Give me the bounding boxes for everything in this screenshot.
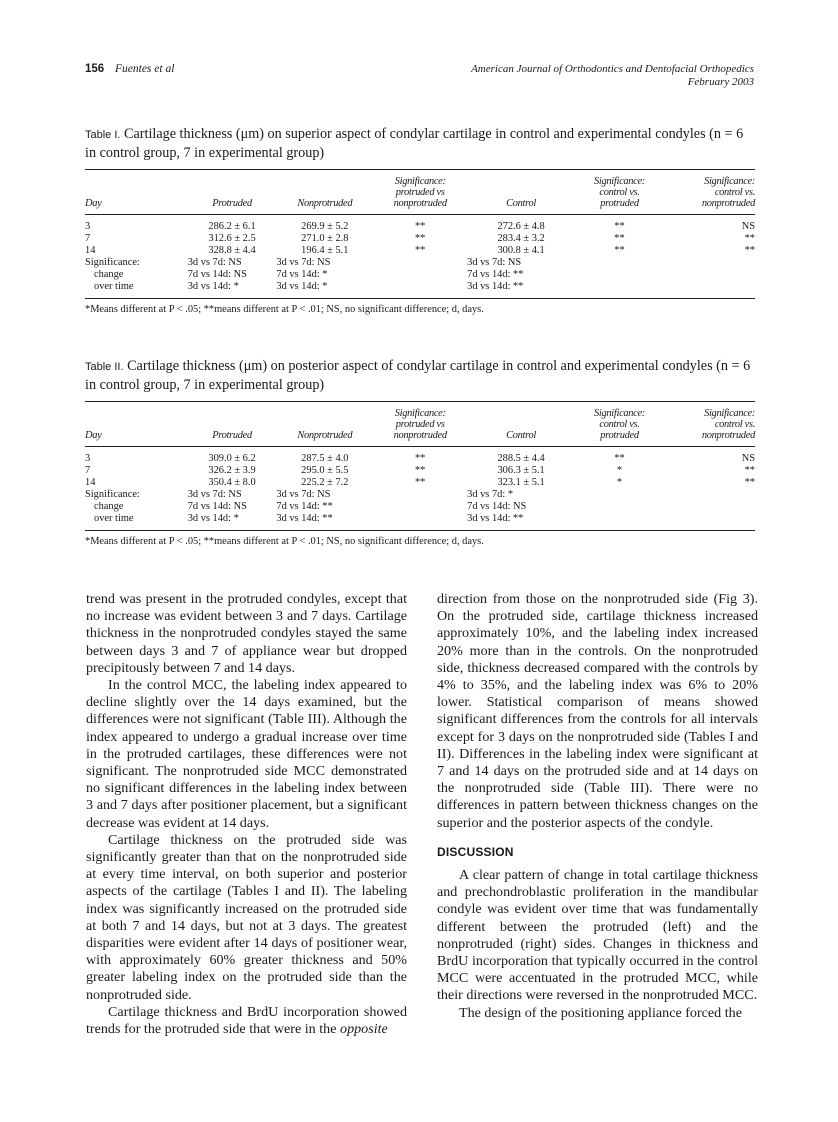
page-number: 156 (85, 63, 105, 75)
cell-sig: ** (414, 465, 426, 476)
cell-protruded: 3d vs 14d: * (188, 513, 277, 531)
table-row (85, 215, 755, 234)
cell-nonprotruded: 3d vs 7d: NS (276, 257, 331, 268)
journal-info (471, 63, 754, 89)
table-2-label: Table II. (85, 361, 124, 373)
cell-nonprotruded: 7d vs 14d: * (276, 269, 328, 280)
cell-nonprotruded: 295.0 ± 5.5 (301, 465, 349, 476)
cell-protruded: 326.2 ± 3.9 (208, 465, 256, 476)
table-2 (85, 357, 755, 547)
cell-sig: ** (614, 245, 625, 256)
table-1-caption-text: Cartilage thickness (μm) on superior aspect of condylar cartilage in control and experimental condyles (n = 6 in control group, 7 in experimental group) (85, 126, 744, 161)
cell-sig: ** (414, 477, 426, 488)
cell-control: 3d vs 14d: ** (467, 513, 575, 531)
col-nonprotruded: Nonprotruded (276, 402, 373, 447)
cell-control: 3d vs 14d: ** (467, 281, 575, 299)
paragraph: trend was present in the protruded condyles, except that no increase was evident between 3 and 7 days. Cartilage thickness in the nonprotruded condyles stayed the same between days 3 and 7 of appliance wear but dropped precipitously between 7 and 14 days. (86, 591, 407, 676)
table-1 (85, 125, 755, 315)
emphasis: opposite (340, 1021, 388, 1038)
cell-sig: ** (414, 221, 426, 232)
change-row (85, 501, 755, 513)
cell-day: 14 (85, 477, 96, 488)
cell-sig: ** (744, 245, 755, 256)
cell-nonprotruded: 3d vs 7d: NS (276, 489, 331, 500)
col-sig-ctl-vs-pro: Significance: control vs. protruded (575, 402, 664, 447)
col-sig-ctl-vs-pro: Significance: control vs. protruded (575, 170, 664, 215)
paragraph: In the control MCC, the labeling index appeared to decline slightly over the 14 days examined, but the differences were not significant (Table III). Although the index appeared to undergo a gradual increase over time in the protruded cartilages, these differences were not significant. The nonprotruded side MCC demonstrated no significant differences in the labeling index between 3 and 7 days after positioner placement, but a significant decrease was evident at 14 days. (86, 677, 407, 831)
col-sig-pro-vs-non: Significance: protruded vs nonprotruded (373, 402, 467, 447)
cell-control: 3d vs 7d: NS (467, 257, 522, 268)
table-2-grid (85, 401, 755, 531)
change-row (85, 513, 755, 531)
cell-day: 7 (85, 465, 91, 476)
cell-nonprotruded: 225.2 ± 7.2 (301, 477, 349, 488)
cell-control: 306.3 ± 5.1 (497, 465, 545, 476)
table-header-row (85, 402, 755, 447)
table-row (85, 245, 755, 257)
cell-sig: ** (744, 465, 755, 476)
cell-day: 3 (85, 221, 91, 232)
table-row (85, 233, 755, 245)
col-day: Day (85, 402, 188, 447)
cell-protruded: 312.6 ± 2.5 (208, 233, 256, 244)
cell-day: 7 (85, 233, 91, 244)
cell-sig: ** (614, 233, 625, 244)
col-nonprotruded: Nonprotruded (276, 170, 373, 215)
col-sig-ctl-vs-non: Significance: control vs. nonprotruded (664, 170, 755, 215)
cell-protruded: 7d vs 14d: NS (187, 501, 247, 512)
cell-control: 323.1 ± 5.1 (497, 477, 545, 488)
col-day: Day (85, 170, 188, 215)
cell-sig: ** (614, 221, 625, 232)
cell-sig: NS (741, 221, 755, 232)
table-1-grid (85, 169, 755, 299)
table-row (85, 447, 755, 466)
journal-title: American Journal of Orthodontics and Dentofacial Orthopedics (471, 63, 754, 75)
issue-date: February 2003 (687, 76, 754, 88)
table-2-caption (85, 357, 755, 394)
paragraph: Cartilage thickness on the protruded side was significantly greater than that on the nonprotruded side at every time interval, on both superior and posterior aspects of the cartilage (Tables I and II). The labeling index was significantly increased on the protruded side at both 7 and 14 days, but not at 3 days. The greatest disparities were evident after 14 days of positioner wear, with approximately 60% greater thickness and 50% greater labeling index on the protruded side than the nonprotruded side. (86, 831, 407, 1003)
table-header-row (85, 170, 755, 215)
paragraph: Cartilage thickness and BrdU incorporation showed trends for the protruded side that were in the opposite (86, 1003, 407, 1038)
cell-sig: ** (744, 233, 755, 244)
cell-protruded: 328.8 ± 4.4 (208, 245, 256, 256)
col-sig-ctl-vs-non: Significance: control vs. nonprotruded (664, 402, 755, 447)
cell-protruded: 3d vs 14d: * (188, 281, 277, 299)
cell-label: over time (85, 513, 188, 531)
cell-nonprotruded: 7d vs 14d: ** (276, 501, 333, 512)
col-sig-pro-vs-non: Significance: protruded vs nonprotruded (373, 170, 467, 215)
cell-nonprotruded: 271.0 ± 2.8 (301, 233, 349, 244)
cell-label: Significance: (85, 257, 140, 268)
cell-nonprotruded: 269.9 ± 5.2 (301, 221, 349, 232)
cell-control: 3d vs 7d: * (467, 489, 514, 500)
cell-nonprotruded: 3d vs 14d: * (276, 281, 373, 299)
cell-day: 14 (85, 245, 96, 256)
cell-protruded: 3d vs 7d: NS (187, 489, 242, 500)
cell-sig: ** (414, 245, 426, 256)
cell-sig: ** (414, 453, 426, 464)
paragraph: The design of the positioning appliance forced the (459, 1004, 742, 1021)
cell-protruded: 7d vs 14d: NS (187, 269, 247, 280)
cell-sig: ** (414, 233, 426, 244)
cell-protruded: 3d vs 7d: NS (187, 257, 242, 268)
cell-protruded: 309.0 ± 6.2 (208, 453, 256, 464)
cell-sig: * (616, 465, 623, 476)
cell-label: change (94, 501, 124, 512)
col-control: Control (467, 402, 575, 447)
table-2-footnote: *Means different at P < .05; **means different at P < .01; NS, no significant difference; d, days. (85, 536, 484, 547)
body-column-right (437, 591, 758, 1022)
cell-sig: * (616, 477, 623, 488)
change-row (85, 281, 755, 299)
paragraph: direction from those on the nonprotruded side (Fig 3). On the protruded side, cartilage thickness increased approximately 10%, and the labeling index increased 20% more than in the controls. On the nonprotruded side, thickness decreased compared with the controls by 4% to 35%, and the labeling index was 6% to 20% lower. Statistical comparison of means showed significant differences from the controls for all intervals except for 3 days on the nonprotruded side (Tables I and II). Differences in the labeling index were significant at 7 and 14 days on the protruded side and at 14 days on the nonprotruded side (Table III). There were no differences in pattern between thickness changes on the superior and the posterior aspects of the condyle. (437, 591, 758, 831)
col-protruded: Protruded (188, 402, 277, 447)
cell-sig: NS (741, 453, 755, 464)
table-1-footnote: *Means different at P < .05; **means different at P < .01; NS, no significant difference; d, days. (85, 304, 484, 315)
cell-control: 300.8 ± 4.1 (497, 245, 545, 256)
change-row (85, 269, 755, 281)
cell-protruded: 350.4 ± 8.0 (208, 477, 256, 488)
cell-nonprotruded: 287.5 ± 4.0 (301, 453, 349, 464)
section-heading-discussion: DISCUSSION (437, 844, 514, 859)
paragraph: A clear pattern of change in total cartilage thickness and prechondroblastic proliferation in the mandibular condyle was evident over time that was fundamentally different between the protruded (left) and the nonprotruded (right) sides. Changes in thickness and BrdU incorporation that typically occurred in the control MCC were accentuated in the protruded MCC, while their directions were reversed in the nonprotruded MCC. (437, 867, 758, 1004)
page-header (85, 63, 754, 93)
cell-control: 7d vs 14d: ** (467, 269, 524, 280)
table-1-caption (85, 125, 755, 162)
cell-sig: ** (614, 453, 625, 464)
table-1-label: Table I. (85, 129, 121, 141)
change-row (85, 489, 755, 501)
table-row (85, 465, 755, 477)
cell-control: 272.6 ± 4.8 (497, 221, 545, 232)
col-control: Control (467, 170, 575, 215)
table-row (85, 477, 755, 489)
change-row (85, 257, 755, 269)
cell-label: change (94, 269, 124, 280)
cell-control: 288.5 ± 4.4 (497, 453, 545, 464)
cell-sig: ** (744, 477, 755, 488)
cell-nonprotruded: 196.4 ± 5.1 (301, 245, 349, 256)
cell-protruded: 286.2 ± 6.1 (208, 221, 256, 232)
cell-day: 3 (85, 453, 91, 464)
cell-label: Significance: (85, 489, 140, 500)
cell-nonprotruded: 3d vs 14d: ** (276, 513, 373, 531)
col-protruded: Protruded (188, 170, 277, 215)
body-column-left (86, 591, 407, 1038)
cell-label: over time (85, 281, 188, 299)
table-2-caption-text: Cartilage thickness (μm) on posterior aspect of condylar cartilage in control and experimental condyles (n = 6 in control group, 7 in experimental group) (85, 358, 751, 393)
cell-control: 283.4 ± 3.2 (497, 233, 545, 244)
cell-control: 7d vs 14d: NS (467, 501, 527, 512)
running-authors: Fuentes et al (115, 63, 175, 75)
